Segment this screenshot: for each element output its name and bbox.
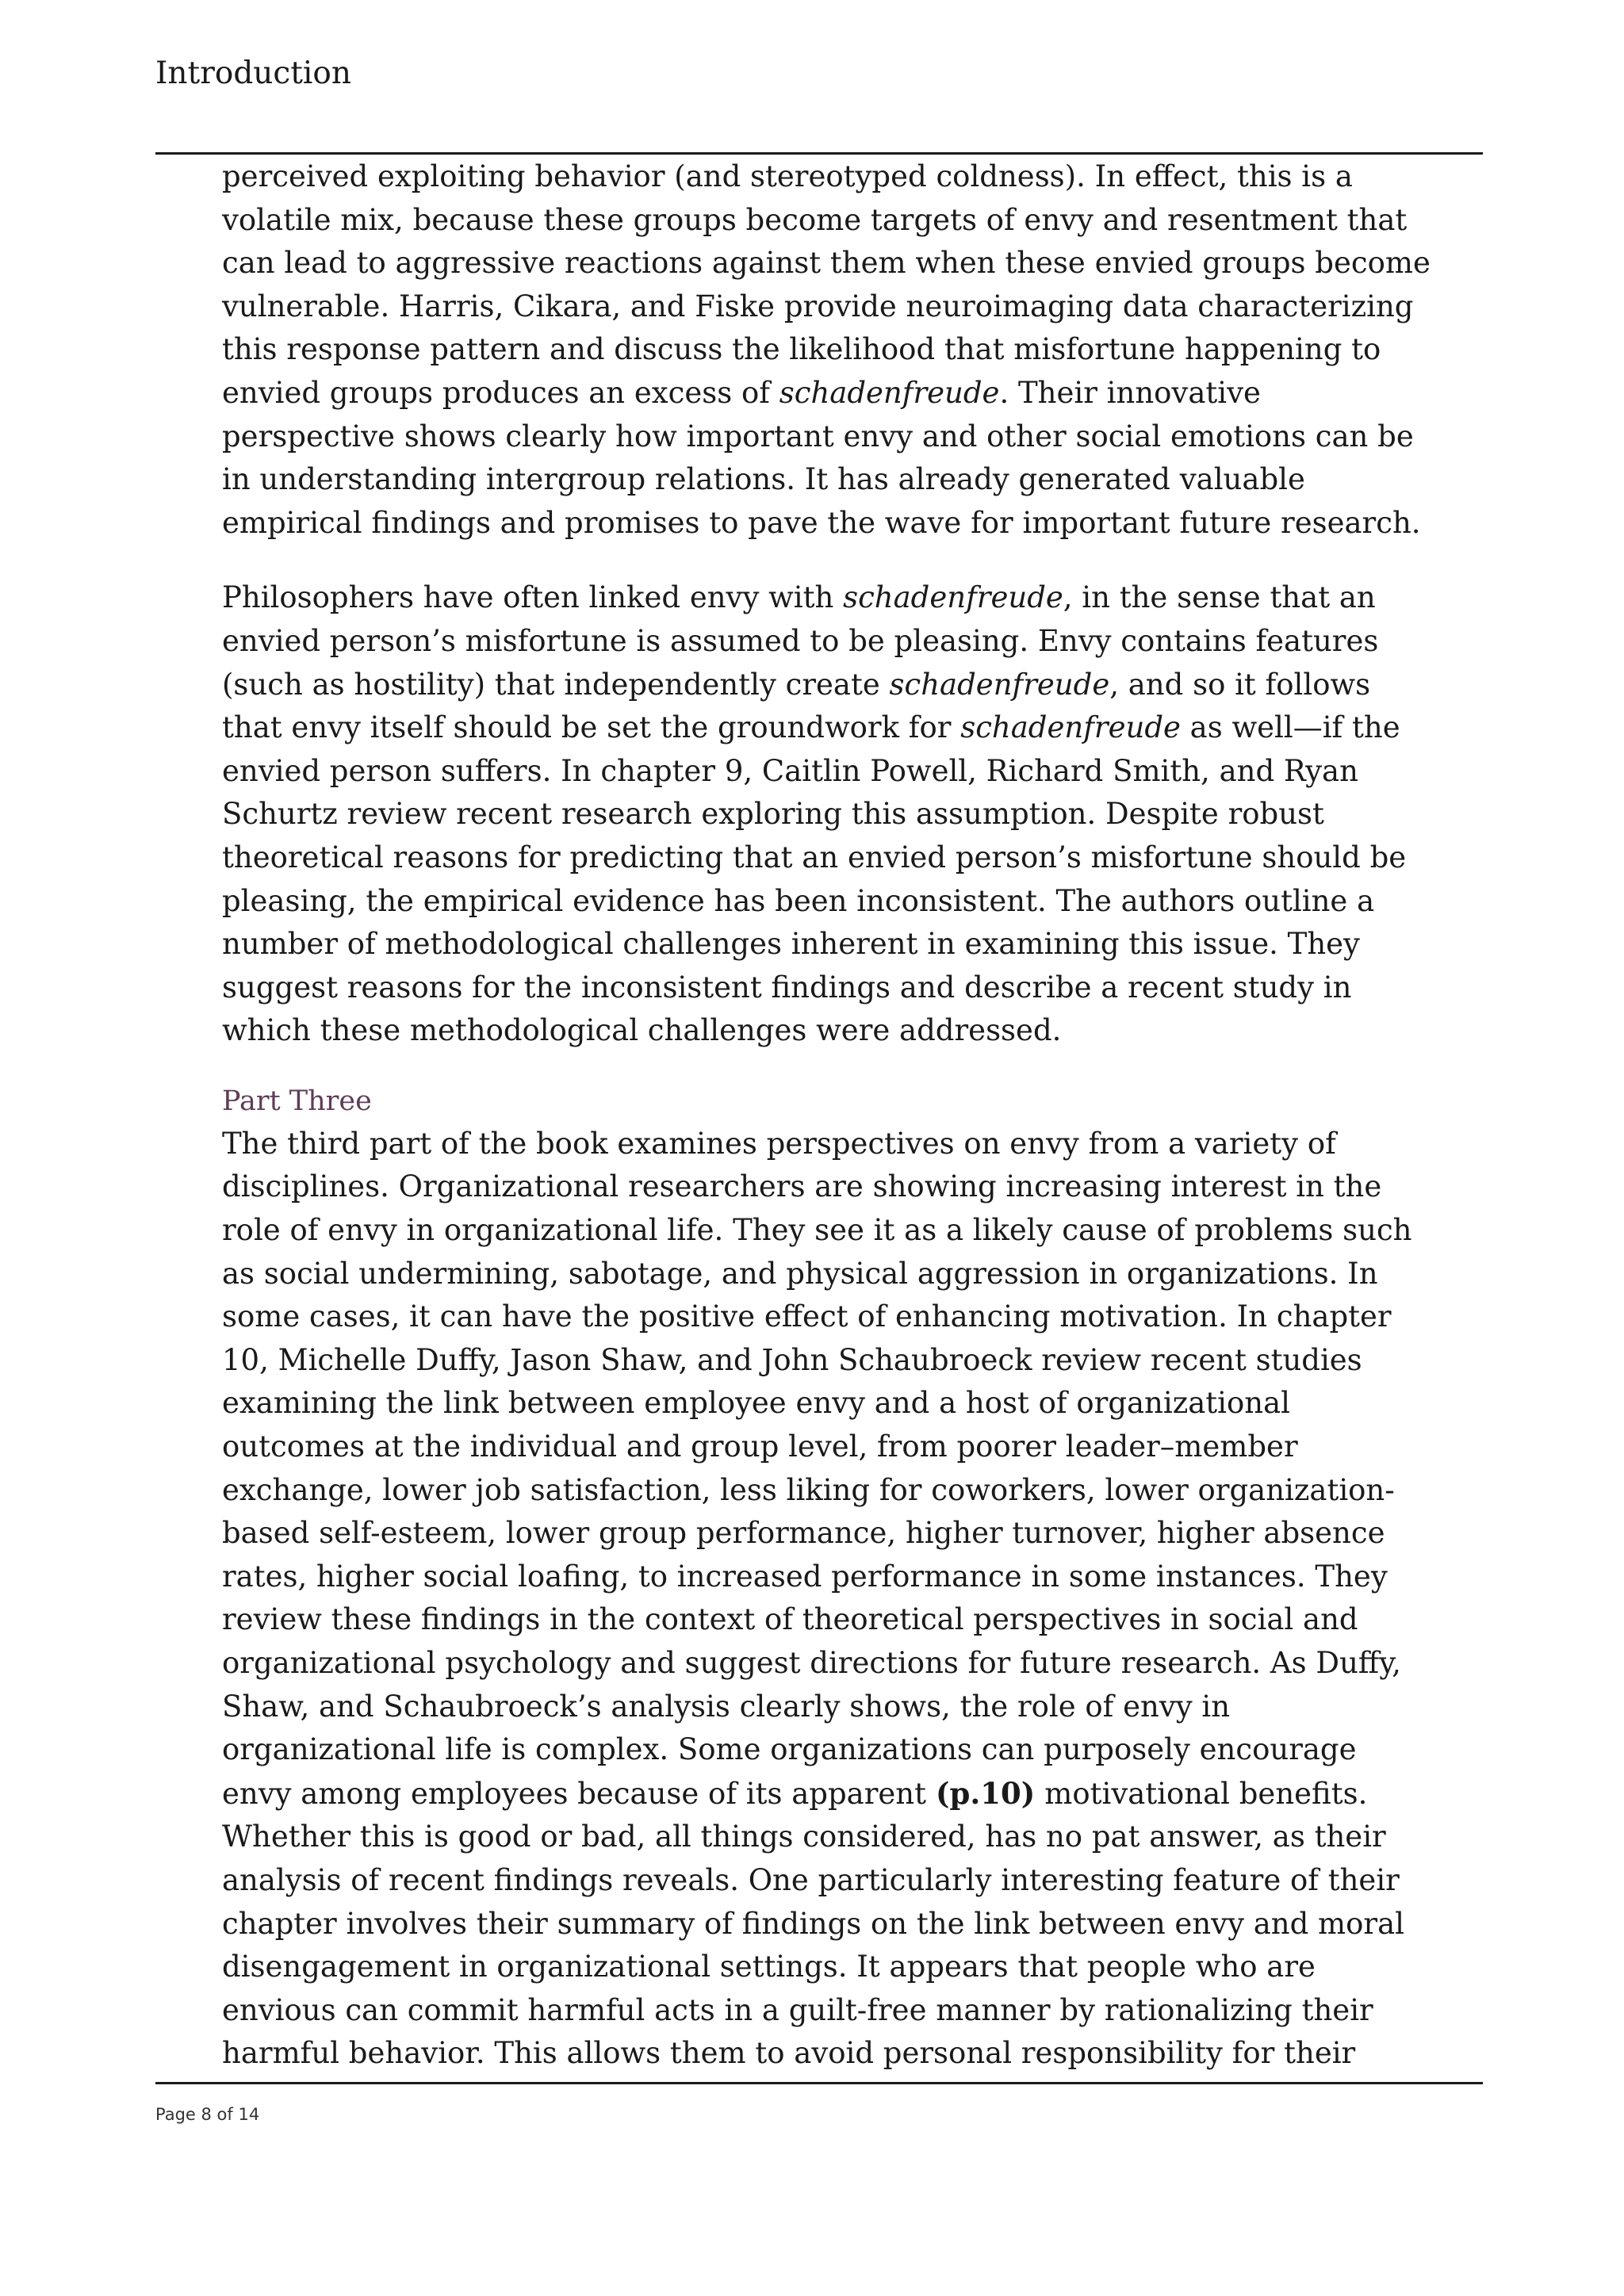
text-segment: envy among employees because of its apparent	[222, 1776, 926, 1811]
text-line: organizational psychology and suggest directions for future research. As Duffy,	[222, 1646, 1401, 1680]
text-line: Schurtz review recent research exploring this assumption. Despite robust	[222, 797, 1324, 832]
text-line: harmful behavior. This allows them to avoid personal responsibility for their	[222, 2036, 1356, 2071]
text-line: in understanding intergroup relations. It has already generated valuable	[222, 462, 1305, 497]
text-line: Shaw, and Schaubroeck’s analysis clearly shows, the role of envy in	[222, 1689, 1231, 1724]
paragraph-1	[222, 155, 1491, 545]
text-line	[222, 1772, 1491, 1816]
text-line: review these findings in the context of theoretical perspectives in social and	[222, 1602, 1358, 1637]
text-line: which these methodological challenges were addressed.	[222, 1013, 1062, 1048]
text-line: chapter involves their summary of findings on the link between envy and moral	[222, 1906, 1405, 1941]
text-line: organizational life is complex. Some organizations can purposely encourage	[222, 1732, 1357, 1767]
text-line: based self-esteem, lower group performance, higher turnover, higher absence	[222, 1516, 1385, 1551]
text-line: envious can commit harmful acts in a guilt-free manner by rationalizing their	[222, 1992, 1373, 2027]
text-line: perspective shows clearly how important envy and other social emotions can be	[222, 419, 1414, 453]
text-line: disengagement in organizational settings. It appears that people who are	[222, 1950, 1316, 1984]
header-rule	[155, 152, 1483, 155]
part-heading: Part Three	[222, 1085, 372, 1117]
text-line: pleasing, the empirical evidence has been inconsistent. The authors outline a	[222, 883, 1375, 918]
text-line: exchange, lower job satisfaction, less liking for coworkers, lower organization-	[222, 1472, 1395, 1507]
text-line: examining the link between employee envy and a host of organizational	[222, 1386, 1290, 1421]
text-line: envied person suffers. In chapter 9, Caitlin Powell, Richard Smith, and Ryan	[222, 753, 1358, 788]
text-line: vulnerable. Harris, Cikara, and Fiske provide neuroimaging data characterizing	[222, 289, 1414, 323]
text-line: this response pattern and discuss the likelihood that misfortune happening to	[222, 332, 1381, 367]
text-segment: (such as hostility) that independently create	[222, 667, 890, 702]
text-line	[222, 706, 1491, 750]
text-line: role of envy in organizational life. They see it as a likely cause of problems such	[222, 1213, 1412, 1248]
paragraph-gap	[222, 545, 1491, 576]
text-line: some cases, it can have the positive effect of enhancing motivation. In chapter	[222, 1299, 1392, 1334]
text-line: outcomes at the individual and group level, from poorer leader–member	[222, 1429, 1298, 1464]
running-head: Introduction	[155, 55, 351, 91]
text-segment: envied groups produces an excess of	[222, 375, 779, 410]
text-segment: that envy itself should be set the groundwork for	[222, 710, 961, 745]
text-segment: . Their innovative	[999, 375, 1261, 410]
italic-term: schadenfreude	[960, 710, 1181, 745]
text-segment: as well—if the	[1180, 710, 1400, 745]
text-line	[222, 576, 1491, 620]
italic-term: schadenfreude	[843, 580, 1063, 615]
page-number: Page 8 of 14	[155, 2105, 260, 2124]
text-line: The third part of the book examines perspectives on envy from a variety of	[222, 1126, 1336, 1161]
text-line	[222, 372, 1491, 415]
text-line: disciplines. Organizational researchers are showing increasing interest in the	[222, 1169, 1382, 1204]
text-line: number of methodological challenges inherent in examining this issue. They	[222, 927, 1360, 962]
italic-term: schadenfreude	[779, 375, 1000, 410]
text-line: rates, higher social loafing, to increased performance in some instances. They	[222, 1559, 1388, 1594]
text-line	[222, 664, 1491, 707]
body-text	[222, 155, 1491, 2076]
text-line: 10, Michelle Duffy, Jason Shaw, and John Schaubroeck review recent studies	[222, 1342, 1362, 1377]
italic-term: schadenfreude	[889, 667, 1110, 702]
text-line: volatile mix, because these groups become targets of envy and resentment that	[222, 202, 1408, 237]
text-segment: , and so it follows	[1109, 667, 1371, 702]
text-line: envied person’s misfortune is assumed to be pleasing. Envy contains features	[222, 623, 1379, 658]
text-line: theoretical reasons for predicting that an envied person’s misfortune should be	[222, 840, 1407, 874]
paragraph-2	[222, 576, 1491, 1053]
text-segment: motivational benefits.	[1044, 1776, 1368, 1811]
footer-rule	[155, 2082, 1483, 2084]
text-line: Whether this is good or bad, all things considered, has no pat answer, as their	[222, 1820, 1386, 1854]
text-segment: , in the sense that an	[1063, 580, 1376, 615]
page-marker: (p.10)	[936, 1775, 1036, 1811]
text-line: empirical findings and promises to pave the wave for important future research.	[222, 505, 1421, 540]
text-line: perceived exploiting behavior (and stereotyped coldness). In effect, this is a	[222, 159, 1353, 193]
text-line: as social undermining, sabotage, and physical aggression in organizations. In	[222, 1256, 1378, 1291]
text-line: can lead to aggressive reactions against them when these envied groups become	[222, 246, 1431, 281]
text-line: analysis of recent findings reveals. One particularly interesting feature of their	[222, 1862, 1400, 1897]
text-line: suggest reasons for the inconsistent findings and describe a recent study in	[222, 970, 1352, 1004]
paragraph-3	[222, 1123, 1491, 2076]
text-segment: Philosophers have often linked envy with	[222, 580, 844, 615]
